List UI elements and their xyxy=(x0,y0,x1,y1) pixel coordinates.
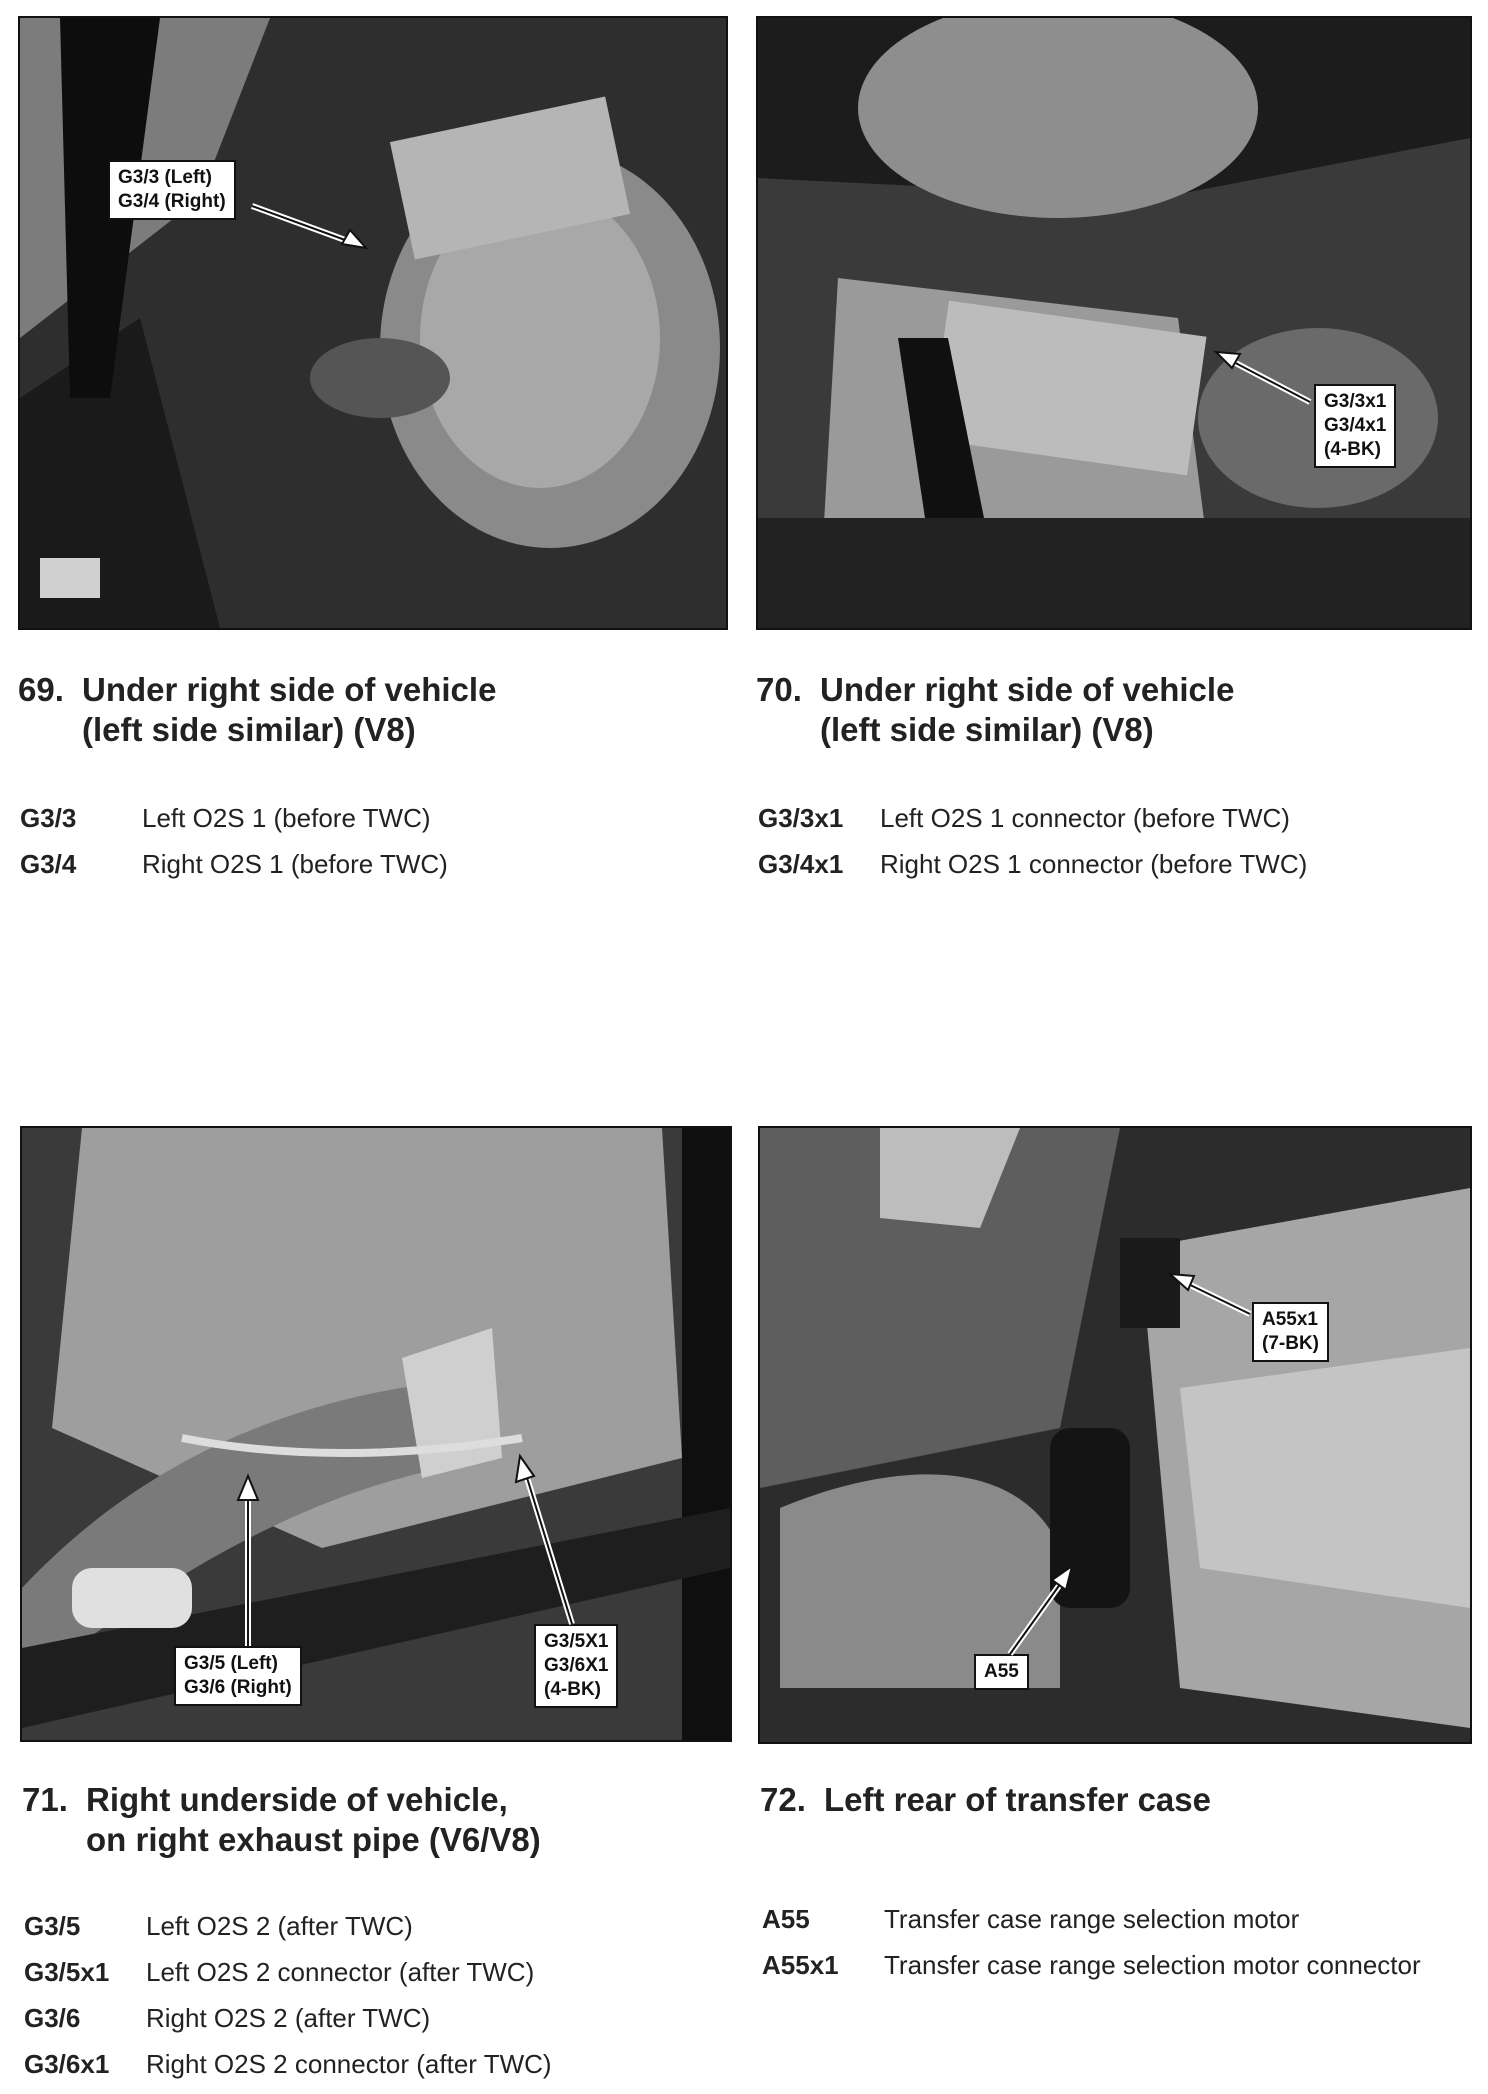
callout-line: G3/3 (Left) xyxy=(118,167,212,188)
figure-69-title xyxy=(18,670,496,750)
legend-row xyxy=(20,841,448,887)
callout-line: G3/6X1 xyxy=(544,1655,609,1676)
legend-row xyxy=(24,1949,552,1995)
callout-line: A55 xyxy=(984,1661,1019,1682)
callout-line: A55x1 xyxy=(1262,1309,1318,1330)
figure-title-line2: (left side similar) (V8) xyxy=(82,711,416,748)
callout-a55 xyxy=(974,1654,1029,1690)
legend-row xyxy=(758,795,1307,841)
callout-line: G3/5X1 xyxy=(544,1631,609,1652)
figure-title-line1: Under right side of vehicle xyxy=(82,671,497,708)
legend-desc: Left O2S 2 connector (after TWC) xyxy=(146,1957,535,1987)
legend-code: G3/6x1 xyxy=(24,2049,110,2079)
photo-71 xyxy=(20,1126,732,1742)
callout-line: G3/4 (Right) xyxy=(118,191,226,212)
figure-title-line1: Right underside of vehicle, xyxy=(86,1781,508,1818)
callout-g3-3x1-g3-4x1 xyxy=(1314,384,1396,468)
callout-g3-3-g3-4 xyxy=(108,160,236,220)
figure-72-title xyxy=(760,1780,1211,1820)
legend-code: G3/3 xyxy=(20,803,77,833)
callout-g3-5x1-g3-6x1 xyxy=(534,1624,618,1708)
legend-desc: Right O2S 2 connector (after TWC) xyxy=(146,2049,552,2079)
figure-number: 70. xyxy=(756,671,802,708)
legend-code: G3/5x1 xyxy=(24,1957,110,1987)
legend-code: G3/5 xyxy=(24,1911,81,1941)
photo-71-image xyxy=(22,1128,730,1740)
legend-row xyxy=(762,1896,1421,1942)
legend-row xyxy=(24,1995,552,2041)
figure-70-title xyxy=(756,670,1234,750)
legend-code: G3/6 xyxy=(24,2003,81,2033)
photo-69-image xyxy=(20,18,726,628)
legend-desc: Left O2S 1 (before TWC) xyxy=(142,803,431,833)
callout-line: G3/4x1 xyxy=(1324,415,1387,436)
callout-line: (4-BK) xyxy=(544,1679,601,1700)
legend-desc: Right O2S 1 (before TWC) xyxy=(142,849,448,879)
legend-code: G3/3x1 xyxy=(758,803,844,833)
figure-70-legend xyxy=(758,795,1307,887)
figure-number: 72. xyxy=(760,1781,806,1818)
legend-code: A55x1 xyxy=(762,1950,839,1980)
legend-desc: Right O2S 2 (after TWC) xyxy=(146,2003,431,2033)
figure-title-line2: on right exhaust pipe (V6/V8) xyxy=(86,1821,541,1858)
legend-code: G3/4 xyxy=(20,849,77,879)
figure-number: 69. xyxy=(18,671,64,708)
photo-69 xyxy=(18,16,728,630)
callout-a55x1 xyxy=(1252,1302,1329,1362)
legend-code: A55 xyxy=(762,1904,810,1934)
legend-desc: Transfer case range selection motor xyxy=(884,1904,1300,1934)
legend-desc: Transfer case range selection motor connector xyxy=(884,1950,1421,1980)
callout-line: (7-BK) xyxy=(1262,1333,1319,1354)
figure-71-title xyxy=(22,1780,541,1860)
legend-code: G3/4x1 xyxy=(758,849,844,879)
callout-line: G3/5 (Left) xyxy=(184,1653,278,1674)
photo-70-image xyxy=(758,18,1470,628)
legend-desc: Right O2S 1 connector (before TWC) xyxy=(880,849,1308,879)
callout-g3-5-g3-6 xyxy=(174,1646,302,1706)
photo-72-image xyxy=(760,1128,1470,1742)
legend-row xyxy=(758,841,1307,887)
photo-70 xyxy=(756,16,1472,630)
figure-title-line2: (left side similar) (V8) xyxy=(820,711,1154,748)
legend-row xyxy=(762,1942,1421,1988)
figure-69-legend xyxy=(20,795,448,887)
figure-72-legend xyxy=(762,1896,1421,1988)
legend-desc: Left O2S 2 (after TWC) xyxy=(146,1911,413,1941)
figure-title-line1: Under right side of vehicle xyxy=(820,671,1235,708)
callout-line: G3/3x1 xyxy=(1324,391,1387,412)
legend-row xyxy=(24,1903,552,1949)
figure-title-line1: Left rear of transfer case xyxy=(824,1781,1211,1818)
photo-72 xyxy=(758,1126,1472,1744)
callout-line: (4-BK) xyxy=(1324,439,1381,460)
figure-number: 71. xyxy=(22,1781,68,1818)
figure-71-legend xyxy=(24,1903,552,2087)
legend-desc: Left O2S 1 connector (before TWC) xyxy=(880,803,1290,833)
callout-line: G3/6 (Right) xyxy=(184,1677,292,1698)
legend-row xyxy=(20,795,448,841)
legend-row xyxy=(24,2041,552,2087)
